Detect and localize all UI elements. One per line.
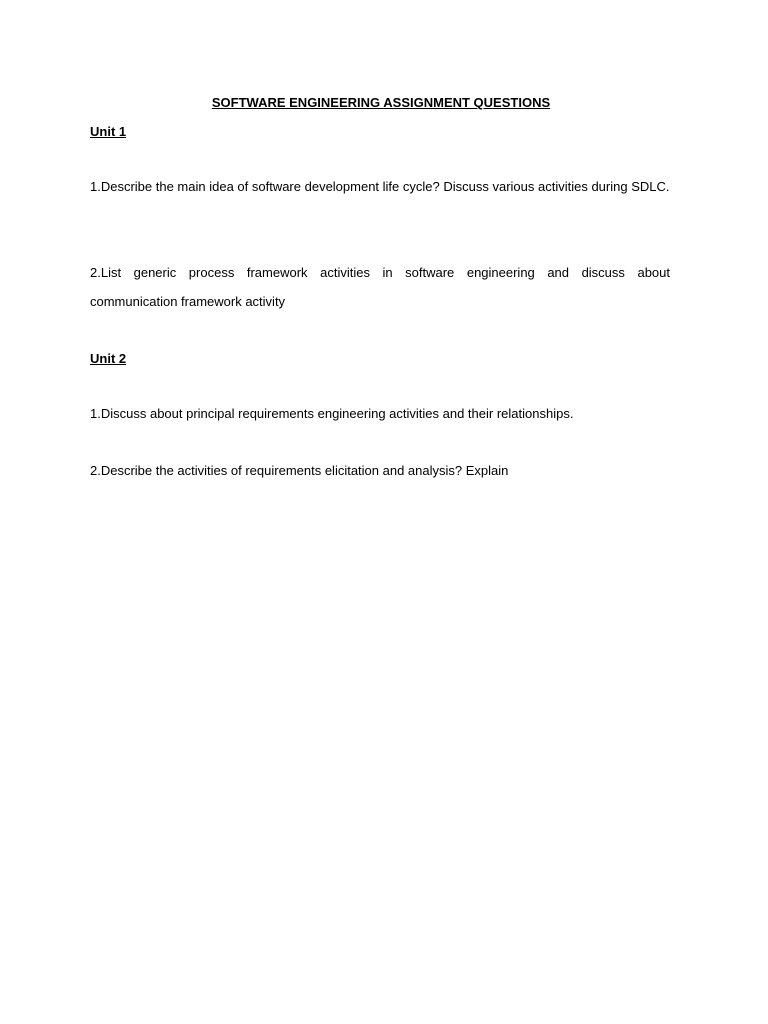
document-title: SOFTWARE ENGINEERING ASSIGNMENT QUESTIONS bbox=[211, 95, 551, 110]
unit-1-question-1: 1.Describe the main idea of software development life cycle? Discuss various activities during SDLC. bbox=[90, 179, 670, 194]
unit-2-heading: Unit 2 bbox=[90, 351, 127, 366]
unit-1-heading: Unit 1 bbox=[90, 124, 127, 139]
unit-1-question-2: 2.List generic process framework activities in software engineering and discuss about communication framework activity bbox=[90, 265, 670, 309]
unit-2-question-1: 1.Discuss about principal requirements engineering activities and their relationships. bbox=[90, 406, 574, 421]
unit-2-question-2: 2.Describe the activities of requirements elicitation and analysis? Explain bbox=[90, 463, 509, 478]
